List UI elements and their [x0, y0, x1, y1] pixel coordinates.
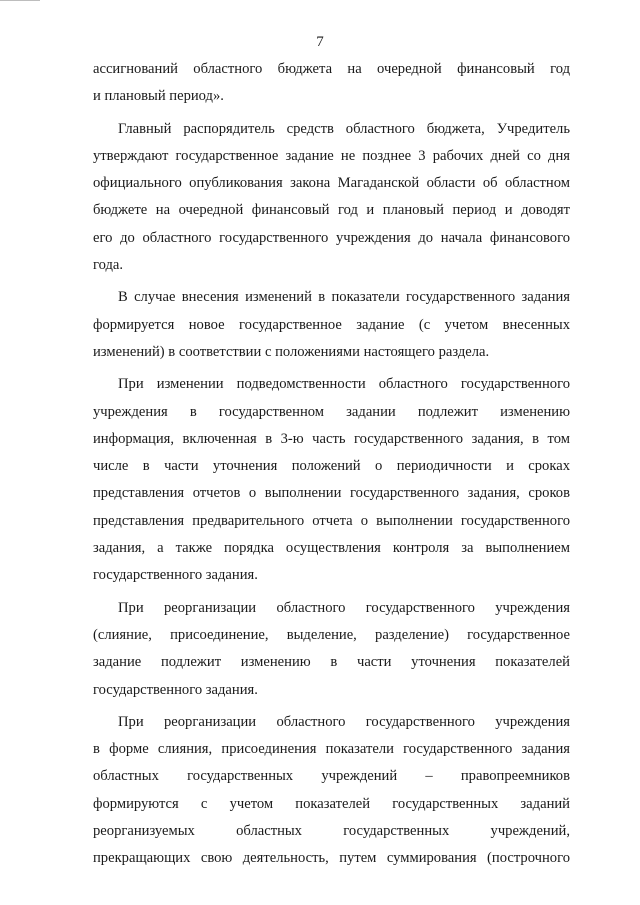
text-line: числе в части уточнения положений о периодичности и сроках [93, 458, 570, 475]
text-line: представления предварительного отчета о выполнении государственного [93, 512, 570, 529]
text-line: официального опубликования закона Магаданской области об областном [93, 175, 570, 192]
text-line: государственного задания. [93, 567, 258, 584]
paragraph [93, 595, 570, 704]
text-line: ассигнований областного бюджета на очередной финансовый год [93, 61, 570, 77]
text-line: формируются с учетом показателей государственных заданий [93, 795, 570, 812]
page-number: 7 [316, 34, 324, 50]
text-line: Главный распорядитель средств областного бюджета, Учредитель [118, 120, 570, 137]
body-text [93, 56, 570, 873]
text-line: изменений) в соответствии с положениями настоящего раздела. [93, 343, 490, 360]
text-line: задания, а также порядка осуществления контроля за выполнением [93, 540, 570, 557]
text-line: государственного задания. [93, 681, 258, 698]
text-line: утверждают государственное задание не позднее 3 рабочих дней со дня [93, 147, 570, 164]
text-line: формируется новое государственное задание (с учетом внесенных [93, 316, 570, 333]
text-line: представления отчетов о выполнении государственного задания, сроков [93, 485, 570, 502]
paragraph [93, 56, 570, 111]
paragraph [93, 116, 570, 280]
text-line: При реорганизации областного государственного учреждения [118, 599, 570, 616]
text-line: его до областного государственного учреждения до начала финансового [93, 229, 570, 246]
text-line: При реорганизации областного государственного учреждения [118, 713, 570, 730]
text-line: При изменении подведомственности областного государственного [118, 376, 570, 393]
text-line: (слияние, присоединение, выделение, разделение) государственное [93, 626, 570, 643]
text-line: В случае внесения изменений в показатели государственного задания [118, 289, 570, 306]
text-line: учреждения в государственном задании подлежит изменению [93, 403, 570, 420]
text-line: информация, включенная в 3-ю часть государственного задания, в том [93, 430, 570, 447]
text-line: областных государственных учреждений – правопреемников [93, 768, 570, 785]
text-line: прекращающих свою деятельность, путем суммирования (построчного [93, 850, 570, 867]
paragraph [93, 709, 570, 873]
text-line: и плановый период». [93, 88, 224, 105]
text-line: бюджете на очередной финансовый год и плановый период и доводят [93, 202, 570, 219]
scan-edge-mark [0, 0, 40, 7]
paragraph [93, 284, 570, 366]
text-line: в форме слияния, присоединения показатели государственного задания [93, 741, 570, 758]
text-line: задание подлежит изменению в части уточнения показателей [93, 654, 570, 671]
text-line: года. [93, 257, 124, 274]
paragraph [93, 371, 570, 589]
text-line: реорганизуемых областных государственных учреждений, [93, 823, 570, 840]
